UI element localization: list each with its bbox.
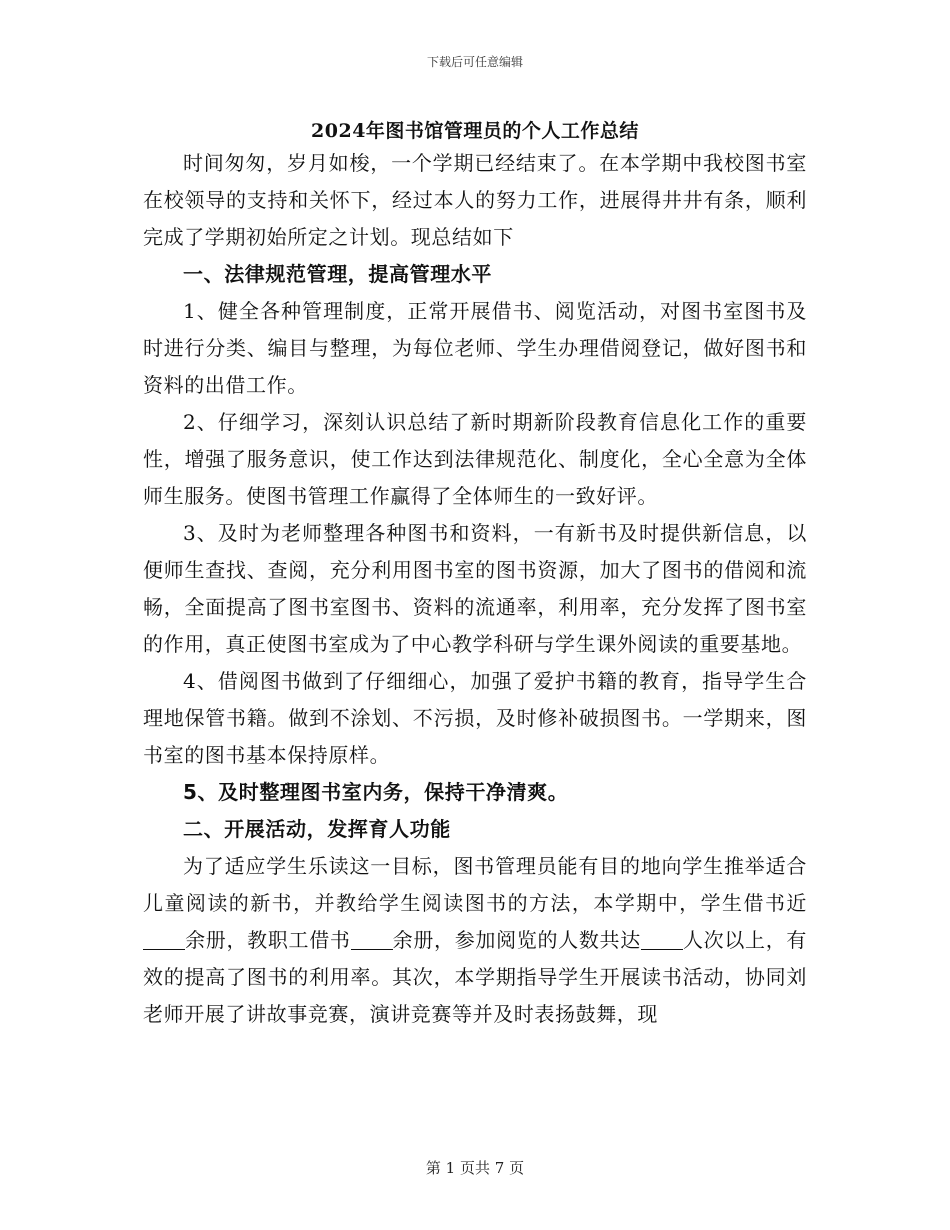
blank-line: [641, 929, 683, 950]
section-heading-2: 二、开展活动，发挥育人功能: [183, 817, 451, 841]
activity-text-4: 人次以上，有效的提高了图书的利用率。其次，本学期指导学生开展读书活动，协同刘老师开展了讲故事竞赛，演讲竞赛等并及时表扬鼓舞，现: [143, 928, 807, 1026]
body-paragraph-5-bold: 5、及时整理图书室内务，保持干净清爽。: [183, 780, 569, 804]
document-body: [143, 145, 807, 1033]
activity-text-3: 余册，参加阅览的人数共达: [392, 928, 641, 952]
section-heading-1: 一、法律规范管理，提高管理水平: [183, 262, 492, 286]
page-number-footer: 第 1 页共 7 页: [425, 1159, 525, 1177]
body-paragraph-3: 3、及时为老师整理各种图书和资料，一有新书及时提供新信息，以便师生查找、查阅，充分利用图书室的图书资源，加大了图书的借阅和流畅，全面提高了图书室图书、资料的流通率，利用率，充分发挥了图书室的作用，真正使图书室成为了中心教学科研与学生课外阅读的重要基地。: [143, 521, 807, 656]
activity-text-1: 为了适应学生乐读这一目标，图书管理员能有目的地向学生推举适合儿童阅读的新书，并教给学生阅读图书的方法，本学期中，学生借书近: [143, 854, 807, 915]
body-paragraph-4: 4、借阅图书做到了仔细细心，加强了爱护书籍的教育，指导学生合理地保管书籍。做到不涂划、不污损，及时修补破损图书。一学期来，图书室的图书基本保持原样。: [143, 669, 807, 767]
body-paragraph-2: 2、仔细学习，深刻认识总结了新时期新阶段教育信息化工作的重要性，增强了服务意识，使工作达到法律规范化、制度化，全心全意为全体师生服务。使图书管理工作赢得了全体师生的一致好评。: [143, 410, 807, 508]
blank-line: [351, 929, 393, 950]
document-title: 2024年图书馆管理员的个人工作总结: [311, 120, 639, 142]
intro-paragraph: 时间匆匆，岁月如梭，一个学期已经结束了。在本学期中我校图书室在校领导的支持和关怀下，经过本人的努力工作，进展得井井有条，顺利完成了学期初始所定之计划。现总结如下: [143, 151, 807, 249]
blank-line: [143, 929, 185, 950]
activity-paragraph: [143, 848, 807, 1033]
body-paragraph-1: 1、健全各种管理制度，正常开展借书、阅览活动，对图书室图书及时进行分类、编目与整理，为每位老师、学生办理借阅登记，做好图书和资料的出借工作。: [143, 299, 807, 397]
header-note: 下载后可任意编辑: [426, 55, 523, 69]
activity-text-2: 余册，教职工借书: [185, 928, 351, 952]
